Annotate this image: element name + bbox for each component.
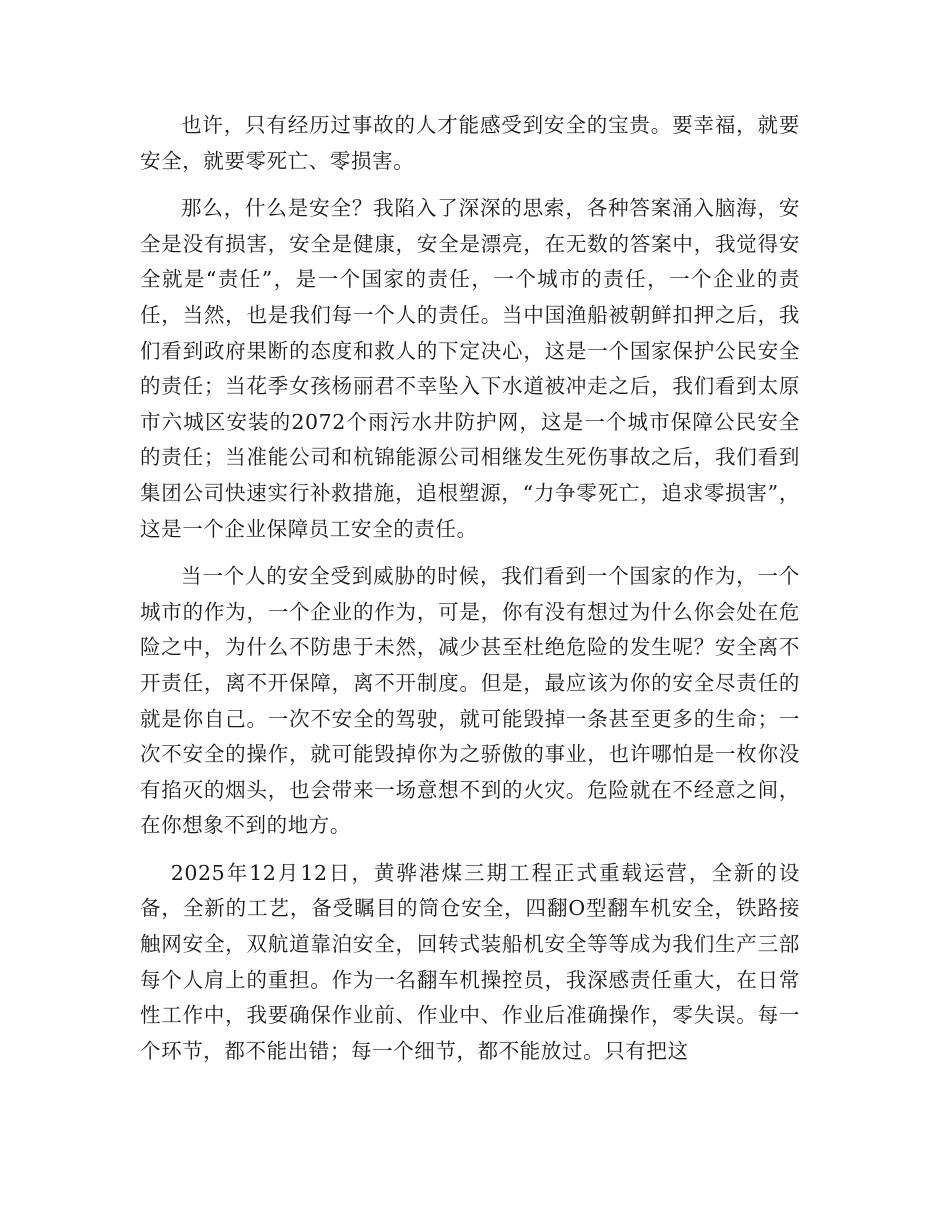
document-body	[140, 108, 800, 1081]
paragraph-2: 那么，什么是安全？我陷入了深深的思索，各种答案涌入脑海，安全是没有损害，安全是健康，安全是漂亮，在无数的答案中，我觉得安全就是“责任”，是一个国家的责任，一个城市的责任，一个企业的责任，当然，也是我们每一个人的责任。当中国渔船被朝鲜扣押之后，我们看到政府果断的态度和救人的下定决心，这是一个国家保护公民安全的责任；当花季女孩杨丽君不幸坠入下水道被冲走之后，我们看到太原市六城区安装的2072个雨污水井防护网，这是一个城市保障公民安全的责任；当准能公司和杭锦能源公司相继发生死伤事故之后，我们看到集团公司快速实行补救措施，追根塑源，“力争零死亡，追求零损害”， 这是一个企业保障员工安全的责任。	[140, 196, 800, 541]
paragraph-3: 当一个人的安全受到威胁的时候，我们看到一个国家的作为，一个城市的作为，一个企业的作为，可是，你有没有想过为什么你会处在危险之中，为什么不防患于未然，减少甚至杜绝危险的发生呢？安全离不开责任，离不开保障，离不开制度。但是，最应该为你的安全尽责任的就是你自己。一次不安全的驾驶，就可能毁掉一条甚至更多的生命；一次不安全的操作，就可能毁掉你为之骄傲的事业，也许哪怕是一枚你没有掐灭的烟头，也会带来一场意想不到的火灾。危险就在不经意之间，在你想象不到的地方。	[140, 564, 800, 838]
paragraph-4: 2025年12月12日，黄骅港煤三期工程正式重载运营，全新的设备，全新的工艺，备受瞩目的筒仓安全，四翻O型翻车机安全，铁路接触网安全，双航道靠泊安全，回转式装船机安全等等成为我们生产三部每个人肩上的重担。作为一名翻车机操控员，我深感责任重大，在日常性工作中，我要确保作业前、作业中、作业后准确操作，零失误。每一个环节，都不能出错；每一个细节，都不能放过。只有把这	[140, 860, 800, 1063]
paragraph-1: 也许，只有经历过事故的人才能感受到安全的宝贵。要幸福，就要安全，就要零死亡、零损害。	[140, 113, 800, 173]
